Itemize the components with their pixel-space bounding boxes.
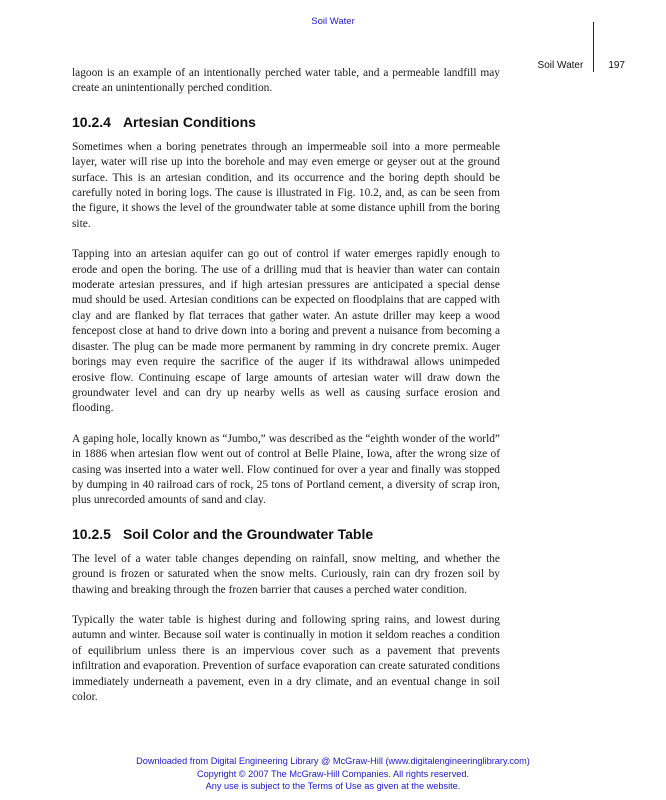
paragraph: Sometimes when a boring penetrates through an impermeable soil into a more permeable layer, water will rise up into the borehole and may even emerge or geyser out at the ground surface. This is an artesian condition, and its occurrence and the boring depth should be carefully noted in boring logs. The cause is illustrated in Fig. 10.2, and, as can be seen from the figure, it shows the level of the groundwater table at some distance uphill from the boring site. [72, 140, 500, 230]
paragraph: Typically the water table is highest during and following spring rains, and lowest during autumn and winter. Because soil water is continually in motion it seldom reaches a condition of equilibrium unless there is an impervious cover such as a pavement that prevents infiltration and evaporation. Prevention of surface evaporation can create saturated conditions immediately underneath a pavement, even in a dry climate, and an eventual change in soil color. [72, 613, 500, 703]
footer [0, 755, 666, 793]
running-title: Soil Water [537, 59, 584, 71]
footer-copyright-link[interactable]: Copyright © 2007 The McGraw-Hill Companies. All rights reserved. [196, 768, 470, 779]
section-title: Artesian Conditions [122, 113, 256, 130]
section-heading-artesian [72, 114, 500, 130]
section-number: 10.2.5 [72, 525, 111, 542]
section-heading-soil-color [72, 526, 500, 542]
paragraph: A gaping hole, locally known as “Jumbo,” was described as the “eighth wonder of the world” in 1886 when artesian flow went out of control at Belle Plaine, Iowa, after the wrong size of casing was inserted into a water well. Flow continued for over a year and finally was stopped by dumping in 40 railroad cars of rock, 25 tons of Portland cement, a diversity of scrap iron, plus unrecorded amounts of sand and clay. [72, 432, 500, 507]
section-number: 10.2.4 [72, 113, 111, 130]
page-number: 197 [608, 59, 625, 71]
page-body [72, 66, 500, 705]
footer-download-link[interactable]: Downloaded from Digital Engineering Library @ McGraw-Hill (www.digitalengineeringlibrary.com) [136, 756, 530, 766]
intro-paragraph: lagoon is an example of an intentionally perched water table, and a permeable landfill may create an unintentionally perched condition. [72, 67, 500, 95]
running-head [538, 40, 625, 90]
footer-terms-link[interactable]: Any use is subject to the Terms of Use as given at the website. [205, 781, 461, 791]
paragraph: The level of a water table changes depending on rainfall, snow melting, and whether the ground is frozen or saturated when the snow melts. Curiously, rain can dry frozen soil by thawing and breaking through the frozen barrier that causes a perched water condition. [72, 552, 500, 596]
section-title: Soil Color and the Groundwater Table [122, 525, 374, 542]
top-chapter-link[interactable]: Soil Water [311, 16, 355, 27]
paragraph: Tapping into an artesian aquifer can go out of control if water emerges rapidly enough to erode and open the boring. The use of a drilling mud that is heavier than water can contain moderate artesian pressures, and if high artesian pressures are anticipated a special dense mud should be used. Artesian conditions can be expected on floodplains that are capped with clay and are flanked by flat terraces that gather water. An astute driller may keep a wood fencepost close at hand to drive down into a boring and prevent a nuisance from becoming a disaster. The plug can be made more permanent by ramming in dry concrete premix. Auger borings may even require the sacrifice of the auger if its withdrawal allows unimpeded erosive flow. Continuing escape of large amounts of artesian water will draw down the groundwater level and can dry up nearby wells as well as causing surface erosion and flooding. [72, 248, 500, 415]
header-divider [593, 22, 594, 72]
